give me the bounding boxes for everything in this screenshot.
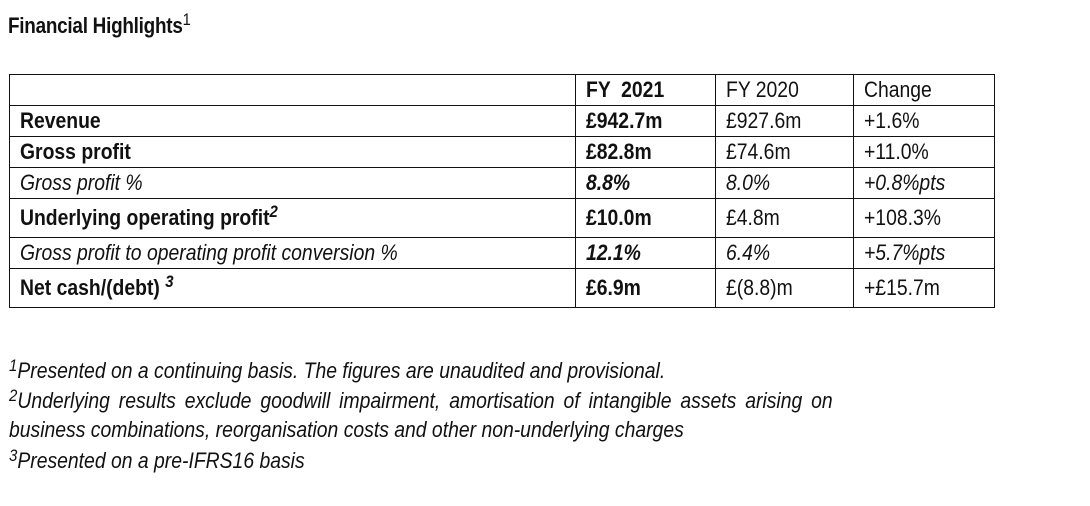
- footnote-2: $^2$Underlying results exclude goodwill impairment, amortisation of intangible assets arising on business combinations, reorganisation costs and other non-underlying charges: [9, 386, 833, 442]
- header-cell-change: Change: [854, 75, 995, 106]
- fy2020-value: £74.6m: [716, 137, 854, 168]
- change-value: +0.8%pts: [854, 168, 995, 199]
- fy2021-value: £942.7m: [576, 106, 716, 137]
- table-row-revenue: [10, 106, 995, 137]
- fy2021-value: 12.1%: [576, 238, 716, 269]
- footnote-ref: 2: [269, 202, 278, 221]
- row-label: Underlying operating profit$^2$: [10, 199, 576, 238]
- change-value: +£15.7m: [854, 269, 995, 308]
- table-header-row: [10, 75, 995, 106]
- fy2021-value: £6.9m: [576, 269, 716, 308]
- fy2021-value: £82.8m: [576, 137, 716, 168]
- page-title-text: Financial Highlights: [8, 13, 183, 38]
- table-row-conversion-pct: [10, 238, 995, 269]
- table-row-gross-profit-pct: [10, 168, 995, 199]
- footnote-ref: 3: [165, 272, 174, 291]
- footnotes: [9, 356, 1090, 476]
- row-label: Revenue: [10, 106, 576, 137]
- footnote-1: $^1$Presented on a continuing basis. The figures are unaudited and provisional.: [9, 356, 666, 383]
- row-label: Net cash/(debt) $^3$: [10, 269, 576, 308]
- row-label: Gross profit: [10, 137, 576, 168]
- change-value: +108.3%: [854, 199, 995, 238]
- change-value: +11.0%: [854, 137, 995, 168]
- page-title: [8, 10, 190, 39]
- fy2020-value: £(8.8)m: [716, 269, 854, 308]
- footnote-3: $^3$Presented on a pre-IFRS16 basis: [9, 446, 305, 473]
- table-row-net-cash: [10, 269, 995, 308]
- table-row-underlying-operating-profit: [10, 199, 995, 238]
- fy2020-value: £4.8m: [716, 199, 854, 238]
- header-cell-fy2021: FY 2021: [576, 75, 716, 106]
- table-row-gross-profit: [10, 137, 995, 168]
- change-value: +5.7%pts: [854, 238, 995, 269]
- header-cell-fy2020: FY 2020: [716, 75, 854, 106]
- row-label: Gross profit %: [10, 168, 576, 199]
- change-value: +1.6%: [854, 106, 995, 137]
- fy2020-value: £927.6m: [716, 106, 854, 137]
- fy2020-value: 6.4%: [716, 238, 854, 269]
- fy2021-value: 8.8%: [576, 168, 716, 199]
- financial-highlights-table: [9, 74, 995, 308]
- row-label: Gross profit to operating profit conversion %: [10, 238, 576, 269]
- header-cell-label: [10, 75, 576, 106]
- fy2020-value: 8.0%: [716, 168, 854, 199]
- fy2021-value: £10.0m: [576, 199, 716, 238]
- footnote-ref: 1: [182, 10, 191, 29]
